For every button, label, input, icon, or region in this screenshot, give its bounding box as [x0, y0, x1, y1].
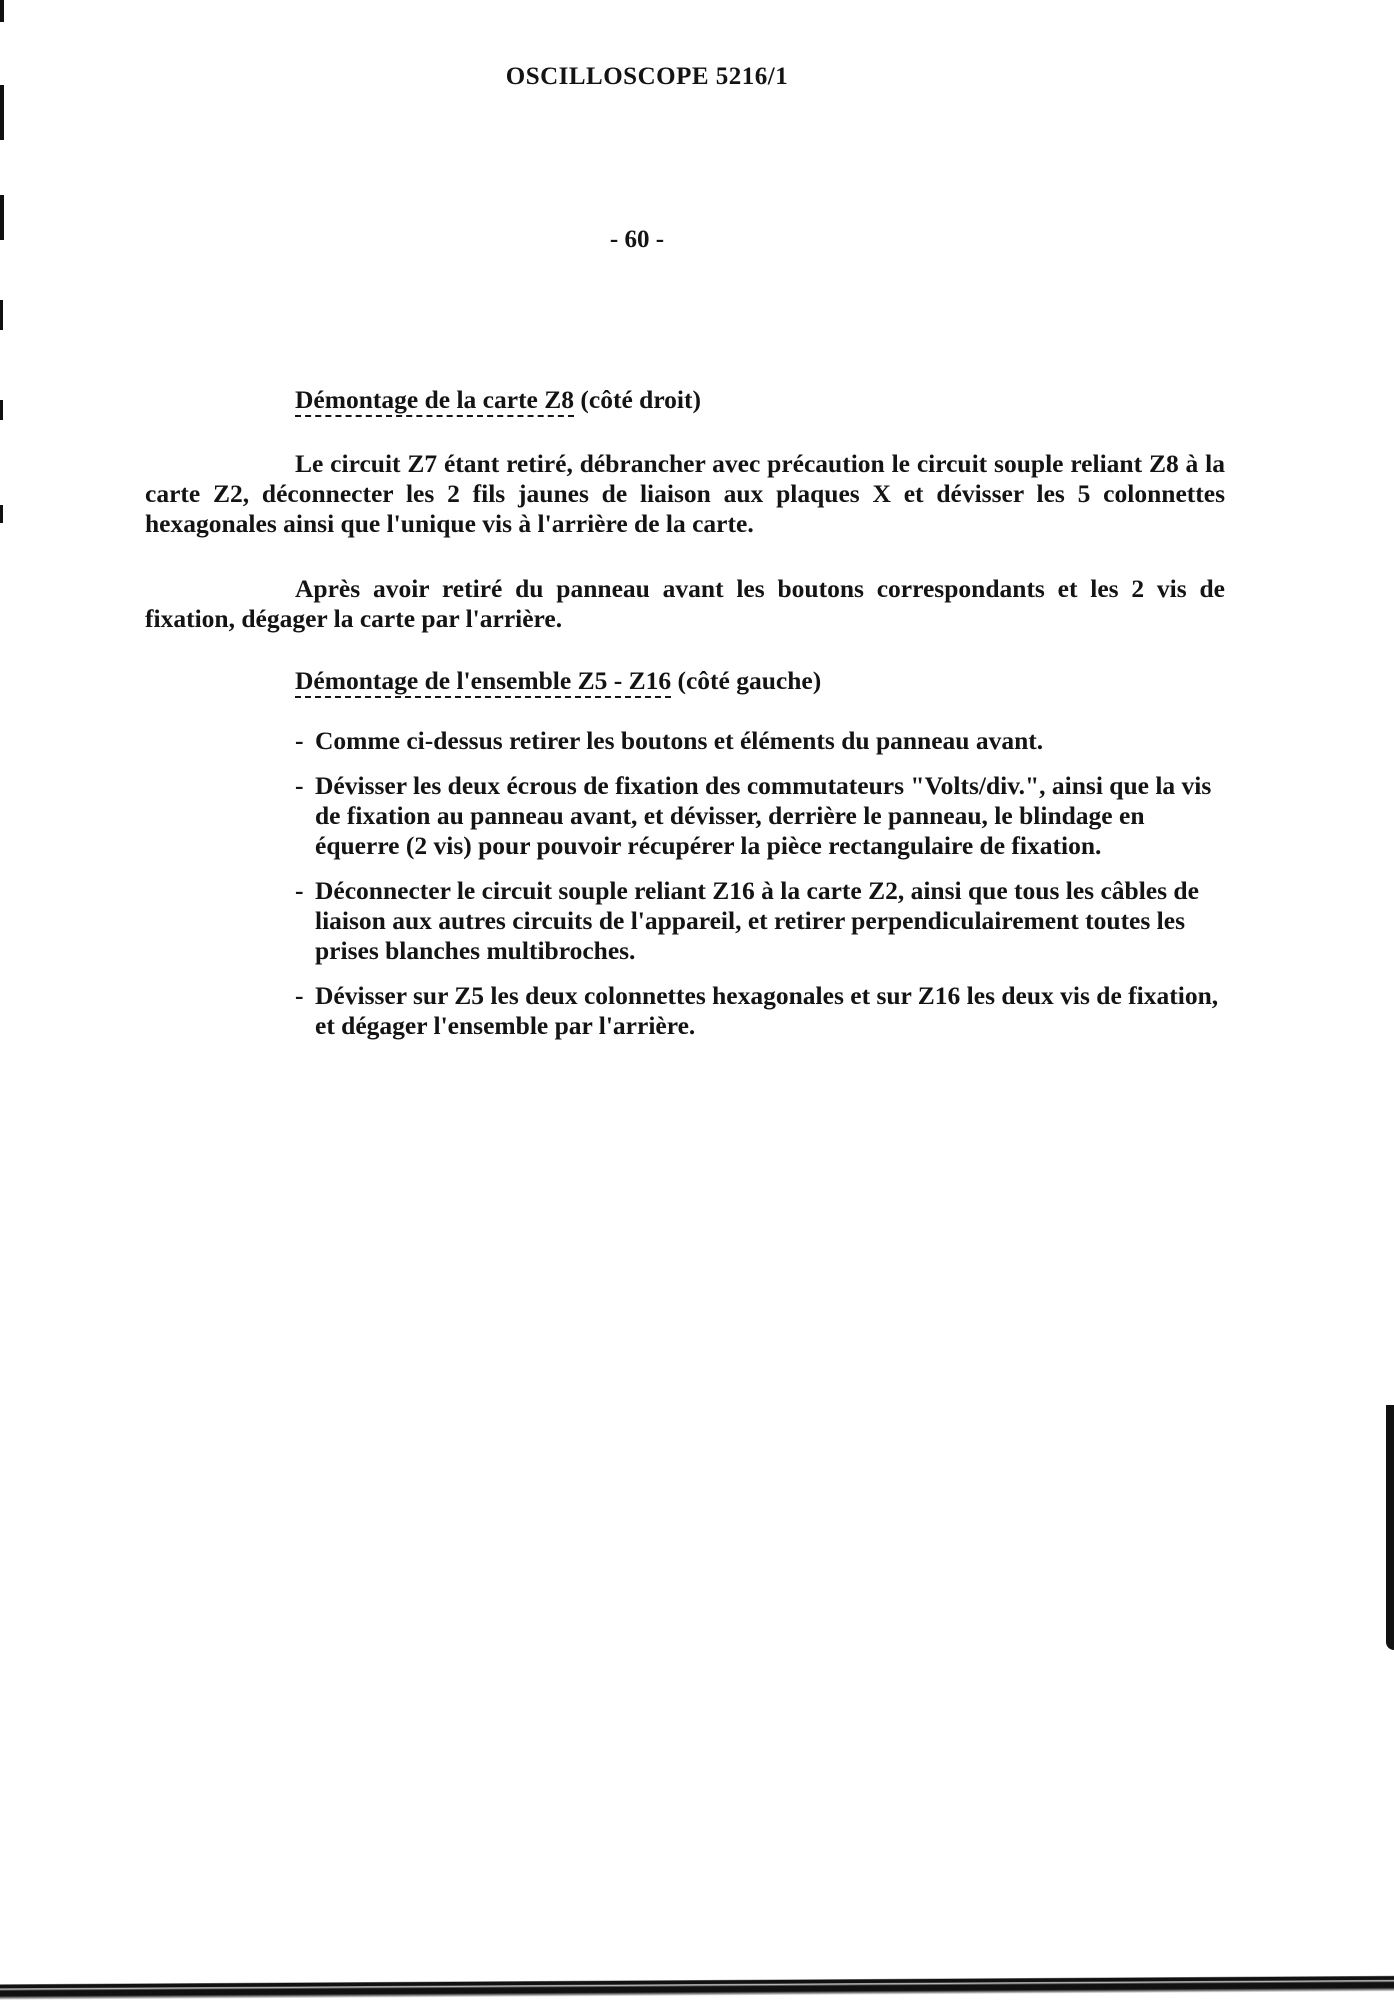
- section-title-underlined: Démontage de la carte Z8: [295, 385, 574, 417]
- list-item-text: Dévisser les deux écrous de fixation des commutateurs "Volts/div.", ainsi que la vis de fixation au panneau avant, et dévisser, derrière le panneau, le blindage en équerre (2 vis) pour pouvoir récupérer la pièce rectangulaire de fixation.: [315, 771, 1212, 860]
- section-title: [295, 385, 1225, 415]
- scan-edge-mark: [0, 505, 3, 523]
- scan-bottom-edge: [0, 1973, 1394, 2000]
- dash-bullet: -: [295, 876, 304, 905]
- paragraph: Après avoir retiré du panneau avant les boutons correspondants et les 2 vis de fixation, dégager la carte par l'arrière.: [145, 574, 1225, 633]
- section-title-suffix: (côté gauche): [677, 666, 822, 695]
- list-item: [295, 771, 1225, 861]
- list-item-text: Déconnecter le circuit souple reliant Z16 à la carte Z2, ainsi que tous les câbles de liaison aux autres circuits de l'appareil, et retirer perpendiculairement toutes les prises blanches multibroches.: [315, 876, 1199, 965]
- dash-bullet: -: [295, 771, 304, 800]
- section-title-suffix: (côté droit): [580, 385, 701, 414]
- procedure-list: [295, 726, 1225, 1041]
- list-item: [295, 981, 1225, 1041]
- page-number: - 60 -: [609, 226, 665, 253]
- scan-edge-mark: [0, 85, 4, 140]
- dash-bullet: -: [295, 981, 304, 1010]
- scan-edge-shadow: [1386, 1405, 1394, 1650]
- list-item-text: Dévisser sur Z5 les deux colonnettes hexagonales et sur Z16 les deux vis de fixation, et dégager l'ensemble par l'arrière.: [315, 981, 1219, 1040]
- scan-edge-mark: [0, 300, 3, 330]
- scan-edge-mark: [0, 400, 3, 420]
- list-item: [295, 876, 1225, 966]
- section-title: [295, 666, 1225, 696]
- document-body: [145, 385, 1225, 1056]
- paragraph: Le circuit Z7 étant retiré, débrancher avec précaution le circuit souple reliant Z8 à la carte Z2, déconnecter les 2 fils jaunes de liaison aux plaques X et dévisser les 5 colonnettes hexagonales ainsi que l'unique vis à l'arrière de la carte.: [145, 449, 1225, 538]
- running-head: OSCILLOSCOPE 5216/1: [505, 63, 789, 90]
- list-item-text: Comme ci-dessus retirer les boutons et éléments du panneau avant.: [315, 726, 1044, 755]
- scan-edge-mark: [0, 0, 4, 22]
- list-item: [295, 726, 1225, 756]
- section-title-underlined: Démontage de l'ensemble Z5 - Z16: [295, 666, 671, 698]
- dash-bullet: -: [295, 726, 304, 755]
